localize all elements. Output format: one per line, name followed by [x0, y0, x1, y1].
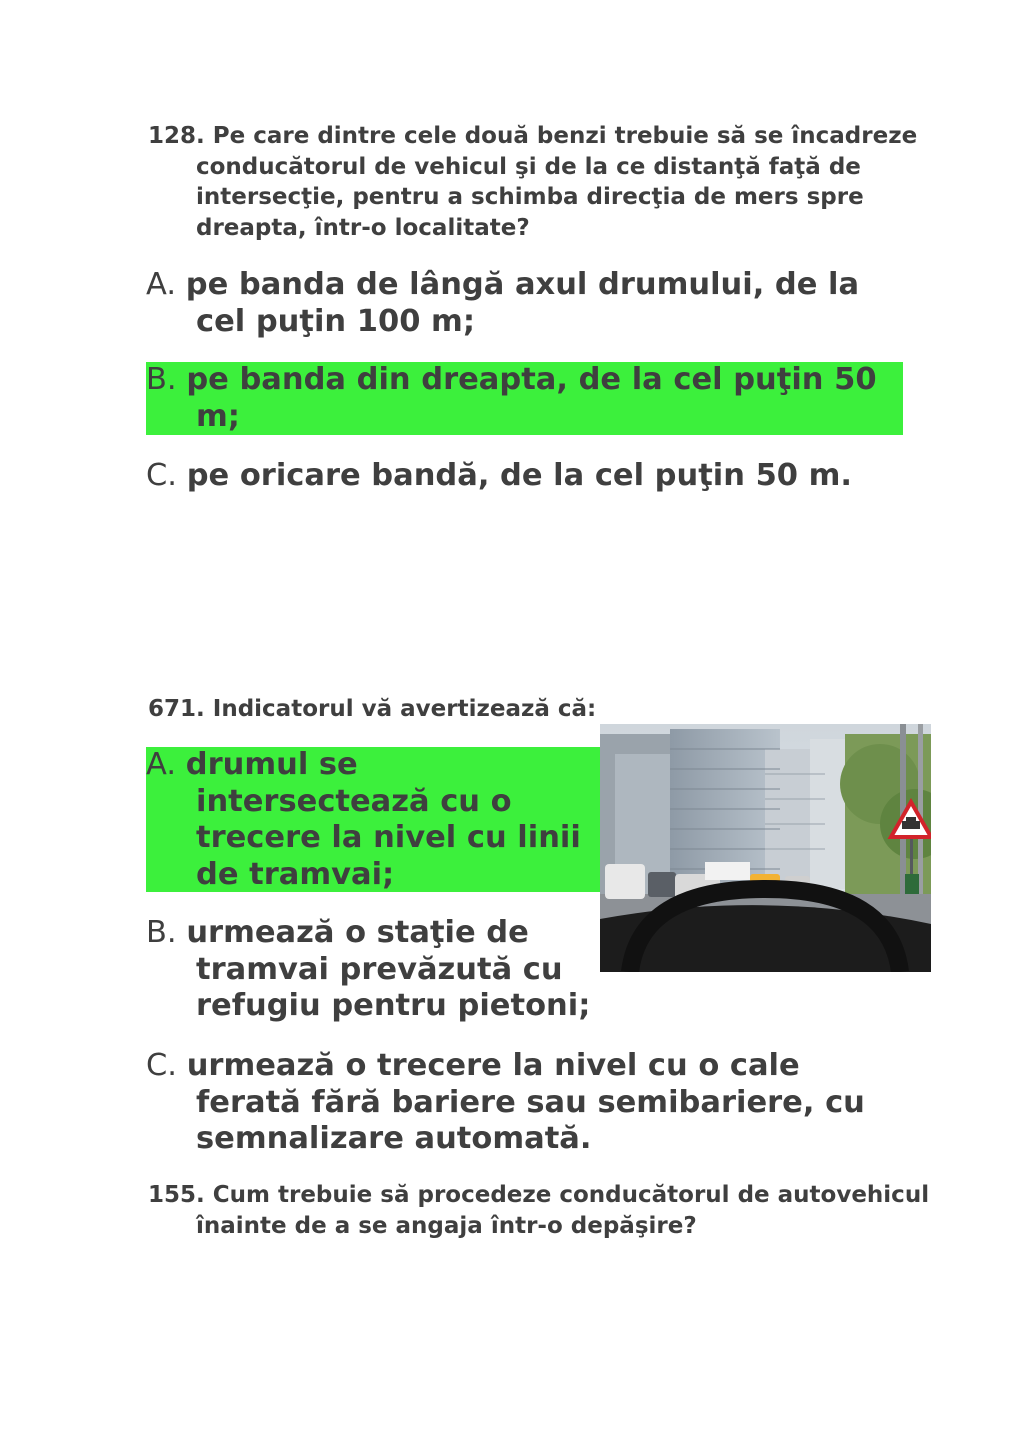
road-scene-photo: [600, 724, 931, 972]
answer-128-c[interactable]: [146, 458, 906, 495]
answer-671-a[interactable]: [146, 747, 601, 892]
answer-text: urmează o trecere la nivel cu o cale ferată fără bariere sau semibariere, cu semnalizare automată.: [186, 1048, 865, 1156]
answer-letter: B.: [146, 915, 177, 950]
question-text: Pe care dintre cele două benzi trebuie să se încadreze conducătorul de vehicul şi de la ce distanţă faţă de intersecţie, pentru a schimba direcţia de mers spre dreapta, într-o localitate?: [196, 123, 918, 241]
answer-text: pe banda din dreapta, de la cel puţin 50 m;: [186, 362, 877, 434]
answer-text: pe banda de lângă axul drumului, de la cel puţin 100 m;: [185, 267, 860, 339]
question-text: Indicatorul vă avertizează că:: [212, 696, 597, 722]
question-128: [148, 121, 956, 243]
answer-671-c[interactable]: [146, 1048, 906, 1158]
answer-128-b[interactable]: [146, 362, 903, 435]
question-text: Cum trebuie să procedeze conducătorul de autovehicul înainte de a se angaja într-o depăşire?: [196, 1182, 930, 1239]
answer-671-b[interactable]: [146, 915, 601, 1025]
answer-letter: C.: [146, 1048, 177, 1083]
answer-text: urmează o staţie de tramvai prevăzută cu refugiu pentru pietoni;: [186, 915, 591, 1023]
answer-letter: A.: [146, 747, 177, 782]
question-number: 155.: [148, 1182, 205, 1208]
answer-text: pe oricare bandă, de la cel puţin 50 m.: [186, 458, 853, 493]
answer-text: drumul se intersectează cu o trecere la nivel cu linii de tramvai;: [185, 747, 581, 892]
question-number: 128.: [148, 123, 205, 149]
question-number: 671.: [148, 696, 205, 722]
answer-128-a[interactable]: [146, 267, 906, 340]
answer-letter: B.: [146, 362, 177, 397]
answer-letter: C.: [146, 458, 177, 493]
question-671: [148, 694, 696, 725]
answer-letter: A.: [146, 267, 177, 302]
question-155: [148, 1180, 956, 1241]
